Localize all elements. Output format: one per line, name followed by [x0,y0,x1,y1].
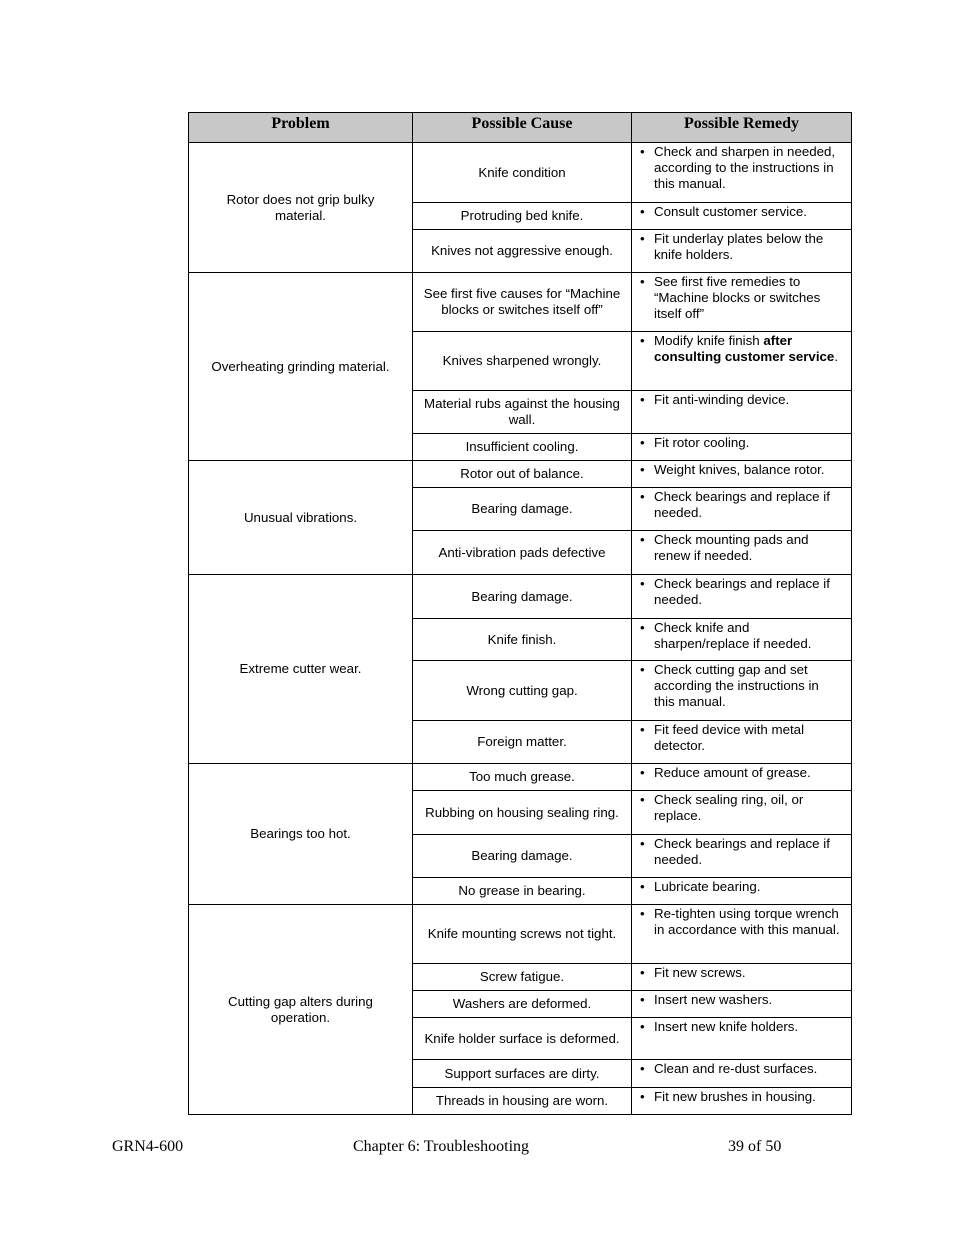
remedy-text-pre: Modify knife finish [654,333,764,348]
bullet-icon: • [640,765,645,780]
remedy-cell [632,575,852,619]
remedy-cell [632,835,852,878]
remedy-cell [632,878,852,905]
remedy-text: Insert new knife holders. [654,1019,799,1034]
table-row [189,461,852,488]
cause-cell: Bearing damage. [413,488,632,531]
footer-doc-id: GRN4-600 [112,1138,184,1155]
cause-cell: Rubbing on housing sealing ring. [413,791,632,835]
bullet-icon: • [640,1019,645,1034]
remedy-text: Fit new screws. [654,965,746,980]
bullet-icon: • [640,836,645,851]
remedy-text: Reduce amount of grease. [654,765,811,780]
remedy-text: Fit underlay plates below the knife holders. [654,231,824,262]
bullet-icon: • [640,532,645,547]
remedy-cell [632,461,852,488]
remedy-text: Check cutting gap and set according the instructions in this manual. [654,662,819,709]
bullet-icon: • [640,576,645,591]
problem-cell: Unusual vibrations. [189,461,413,575]
remedy-text: Re-tighten using torque wrench in accordance with this manual. [654,906,840,937]
remedy-text: Clean and re-dust surfaces. [654,1061,818,1076]
remedy-text: Check bearings and replace if needed. [654,489,830,520]
bullet-icon: • [640,792,645,807]
cause-cell: Threads in housing are worn. [413,1088,632,1115]
cause-cell: Support surfaces are dirty. [413,1060,632,1088]
problem-cell: Overheating grinding material. [189,273,413,461]
cause-cell: Screw fatigue. [413,964,632,991]
remedy-cell [632,273,852,332]
remedy-cell [632,905,852,964]
bullet-icon: • [640,965,645,980]
table-row [189,764,852,791]
footer-chapter: Chapter 6: Troubleshooting [353,1138,530,1155]
remedy-text: Check bearings and replace if needed. [654,576,830,607]
remedy-cell [632,619,852,661]
cause-cell: Knives not aggressive enough. [413,230,632,273]
remedy-text [654,333,838,364]
remedy-text: Check mounting pads and renew if needed. [654,532,809,563]
cause-cell: See first five causes for “Machine blocks or switches itself off” [413,273,632,332]
cause-cell: Insufficient cooling. [413,434,632,461]
table-body [189,143,852,1115]
remedy-cell [632,391,852,434]
cause-cell: Material rubs against the housing wall. [413,391,632,434]
cause-cell: Knife holder surface is deformed. [413,1018,632,1060]
remedy-cell [632,1060,852,1088]
bullet-icon: • [640,144,645,159]
table-row [189,575,852,619]
remedy-text: Weight knives, balance rotor. [654,462,825,477]
cause-cell: No grease in bearing. [413,878,632,905]
table-row [189,273,852,332]
remedy-cell [632,1018,852,1060]
remedy-text: Fit anti-winding device. [654,392,790,407]
remedy-cell [632,791,852,835]
remedy-text: Fit feed device with metal detector. [654,722,805,753]
remedy-cell [632,531,852,575]
remedy-cell [632,434,852,461]
remedy-cell [632,488,852,531]
bullet-icon: • [640,435,645,450]
bullet-icon: • [640,992,645,1007]
cause-cell: Knife condition [413,143,632,203]
bullet-icon: • [640,274,645,289]
bullet-icon: • [640,462,645,477]
remedy-text: Check knife and sharpen/replace if needed. [654,620,812,651]
remedy-text: Check bearings and replace if needed. [654,836,830,867]
bullet-icon: • [640,906,645,921]
cause-cell: Too much grease. [413,764,632,791]
bullet-icon: • [640,722,645,737]
problem-cell: Extreme cutter wear. [189,575,413,764]
cause-cell: Bearing damage. [413,575,632,619]
remedy-cell [632,143,852,203]
remedy-text: Check sealing ring, oil, or replace. [654,792,804,823]
bullet-icon: • [640,1061,645,1076]
cause-cell: Bearing damage. [413,835,632,878]
bullet-icon: • [640,879,645,894]
bullet-icon: • [640,620,645,635]
cause-cell: Wrong cutting gap. [413,661,632,721]
remedy-text: See first five remedies to “Machine blocks or switches itself off” [654,274,821,321]
bullet-icon: • [640,1089,645,1104]
remedy-text: Fit new brushes in housing. [654,1089,816,1104]
remedy-cell [632,721,852,764]
remedy-text: Consult customer service. [654,204,807,219]
cause-cell: Rotor out of balance. [413,461,632,488]
remedy-text: Insert new washers. [654,992,773,1007]
header-possible-remedy: Possible Remedy [632,113,852,143]
cause-cell: Knives sharpened wrongly. [413,332,632,391]
remedy-cell [632,661,852,721]
cause-cell: Protruding bed knife. [413,203,632,230]
remedy-cell [632,964,852,991]
bullet-icon: • [640,333,645,348]
problem-cell: Rotor does not grip bulky material. [189,143,413,273]
troubleshooting-table [188,112,852,1115]
remedy-cell [632,991,852,1018]
table-header-row [189,113,852,143]
bullet-icon: • [640,231,645,246]
remedy-text: Fit rotor cooling. [654,435,750,450]
remedy-cell [632,764,852,791]
cause-cell: Anti-vibration pads defective [413,531,632,575]
problem-cell: Bearings too hot. [189,764,413,905]
bullet-icon: • [640,662,645,677]
remedy-text: Check and sharpen in needed, according to the instructions in this manual. [654,144,836,191]
remedy-cell [632,230,852,273]
remedy-cell [632,1088,852,1115]
table-row [189,143,852,203]
bullet-icon: • [640,392,645,407]
bullet-icon: • [640,489,645,504]
footer-page-number: 39 of 50 [728,1138,782,1155]
cause-cell: Washers are deformed. [413,991,632,1018]
remedy-cell [632,203,852,230]
bullet-icon: • [640,204,645,219]
table-row [189,905,852,964]
cause-cell: Knife finish. [413,619,632,661]
remedy-cell [632,332,852,391]
problem-cell: Cutting gap alters during operation. [189,905,413,1115]
remedy-text: Lubricate bearing. [654,879,761,894]
header-possible-cause: Possible Cause [413,113,632,143]
remedy-text-post: . [834,349,839,364]
remedy-text-bold: after consulting customer service [654,333,835,364]
cause-cell: Foreign matter. [413,721,632,764]
cause-cell: Knife mounting screws not tight. [413,905,632,964]
header-problem: Problem [189,113,413,143]
